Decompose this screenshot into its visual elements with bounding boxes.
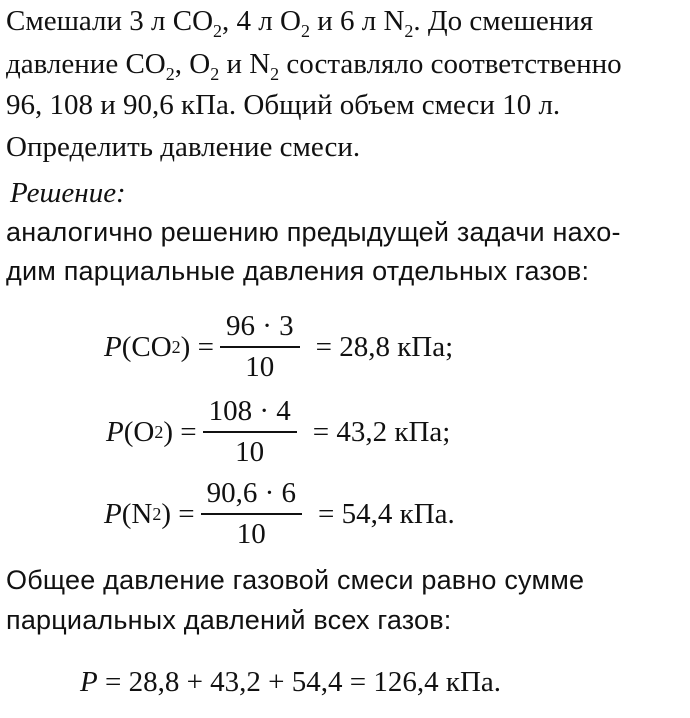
- equation-result: = 28,8 кПа;: [315, 330, 454, 363]
- problem-text: составляло соответственно: [279, 48, 622, 80]
- fraction-numerator: 90,6 · 6: [206, 477, 297, 509]
- total-equation: [80, 665, 501, 699]
- equation-lhs: ) =: [180, 330, 214, 363]
- equation-lhs: (O: [123, 415, 155, 448]
- fraction-numerator: 96 · 3: [225, 310, 294, 342]
- fraction: [220, 310, 300, 384]
- solution-intro-line-2: дим парциальные давления отдельных газов:: [6, 256, 590, 286]
- equation-lhs: (N: [121, 497, 153, 530]
- problem-text: , 4 л О: [222, 5, 301, 37]
- equation-lhs: (CO: [121, 330, 172, 363]
- problem-text: давление СО: [6, 48, 166, 80]
- subscript: 2: [165, 64, 175, 84]
- total-expression: = 28,8 + 43,2 + 54,4 = 126,4 кПа.: [97, 666, 502, 698]
- fraction-numerator: 108 · 4: [208, 395, 291, 427]
- problem-line-3: 96, 108 и 90,6 кПа. Общий объем смеси 10 л.: [6, 89, 561, 121]
- solution-intro-line-1: аналогично решению предыдущей задачи нахо-: [6, 217, 621, 247]
- problem-text: . До смешения: [413, 5, 594, 37]
- pressure-symbol: P: [104, 497, 122, 530]
- subscript: 2: [152, 503, 162, 524]
- equation-co2: [104, 310, 453, 384]
- subscript: 2: [270, 64, 280, 84]
- fraction-denominator: 10: [236, 518, 266, 550]
- subscript: 2: [404, 21, 414, 41]
- subscript: 2: [154, 421, 164, 442]
- fraction-denominator: 10: [245, 351, 275, 383]
- fraction: [203, 395, 297, 469]
- pressure-symbol: P: [80, 666, 98, 698]
- subscript: 2: [171, 336, 181, 357]
- equation-n2: [104, 477, 455, 551]
- equation-lhs: ) =: [163, 415, 197, 448]
- equation-lhs: ) =: [161, 497, 195, 530]
- solution-heading: Решение:: [10, 177, 126, 209]
- problem-line-1: [6, 4, 593, 48]
- subscript: 2: [210, 64, 220, 84]
- fraction: [201, 477, 302, 551]
- equation-result: = 43,2 кПа;: [312, 415, 451, 448]
- subscript: 2: [300, 21, 310, 41]
- problem-line-4: Определить давление смеси.: [6, 131, 361, 163]
- problem-text: и N: [219, 48, 271, 80]
- equation-o2: [106, 395, 450, 469]
- equation-result: = 54,4 кПа.: [318, 497, 455, 530]
- total-line-2: парциальных давлений всех газов:: [6, 605, 452, 635]
- pressure-symbol: P: [106, 415, 124, 448]
- total-line-1: Общее давление газовой смеси равно сумме: [6, 565, 585, 595]
- problem-text: Смешали 3 л СО: [6, 5, 214, 37]
- pressure-symbol: P: [104, 330, 122, 363]
- problem-line-2: [6, 47, 622, 91]
- fraction-denominator: 10: [235, 436, 265, 468]
- subscript: 2: [213, 21, 223, 41]
- problem-text: , О: [174, 48, 211, 80]
- problem-text: и 6 л N: [309, 5, 405, 37]
